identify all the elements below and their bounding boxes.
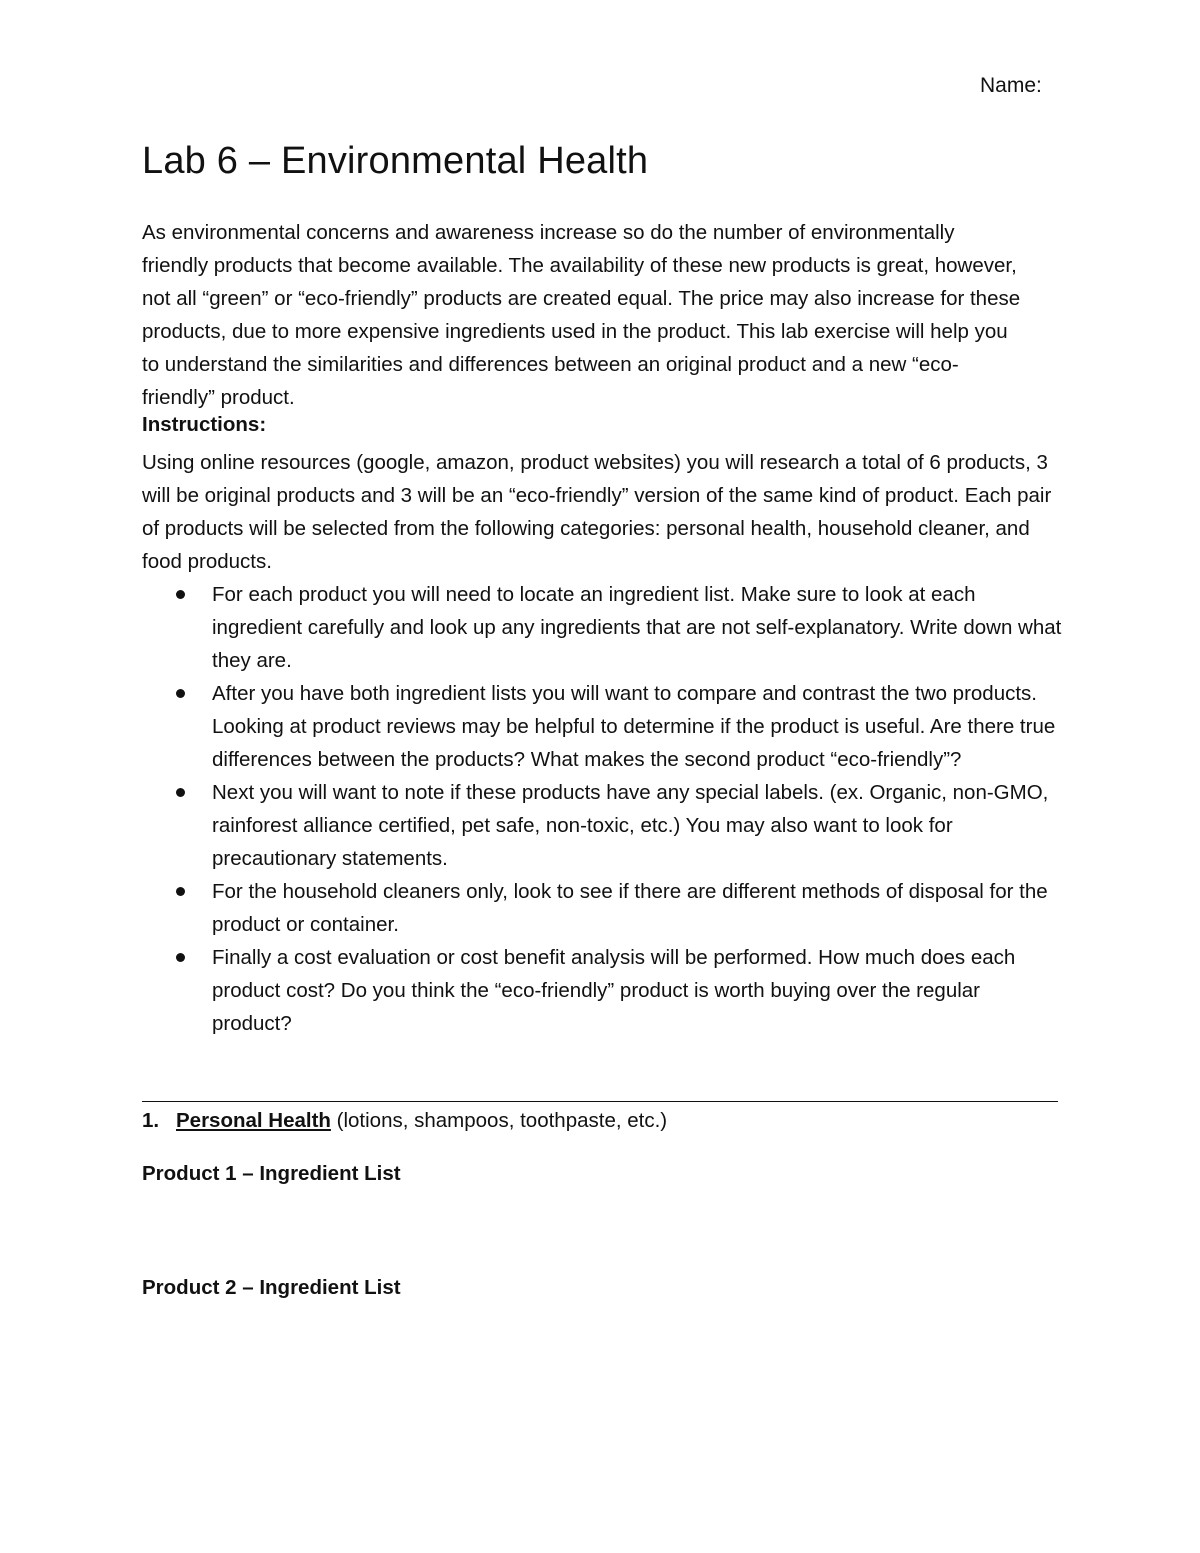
bullet-text: After you have both ingredient lists you will want to compare and contrast the two products. Looking at product reviews may be helpful to determine if the product is useful. Are there true differences between the products? What makes the second product “eco-friendly”? (212, 682, 1056, 771)
bullet-text: For the household cleaners only, look to see if there are different methods of disposal for the product or container. (212, 880, 1048, 936)
section-title: Personal Health (176, 1109, 331, 1132)
list-item (142, 677, 1062, 776)
instructions-bullet-list (142, 578, 1062, 1040)
page-title: Lab 6 – Environmental Health (142, 140, 649, 182)
bullet-text: For each product you will need to locate an ingredient list. Make sure to look at each ingredient carefully and look up any ingredients that are not self-explanatory. Write down what they are. (212, 583, 1062, 672)
list-item (142, 941, 1062, 1040)
section-number: 1. (142, 1109, 160, 1132)
section-subtitle: (lotions, shampoos, toothpaste, etc.) (330, 1109, 668, 1132)
name-label: Name: (980, 74, 1042, 97)
bullet-icon (176, 887, 185, 896)
section-divider (142, 1101, 1058, 1102)
list-item (142, 776, 1062, 875)
bullet-icon (176, 590, 185, 599)
section-personal-health (142, 1104, 667, 1137)
intro-paragraph: As environmental concerns and awareness increase so do the number of environmentally friendly products that become available. The availability of these new products is great, however, not all “green” or “eco-friendly” products are created equal. The price may also increase for these products, due to more expensive ingredients used in the product. This lab exercise will help you to understand the similarities and differences between an original product and a new “eco-friendly” product. (142, 221, 1021, 409)
bullet-text: Finally a cost evaluation or cost benefit analysis will be performed. How much does each product cost? Do you think the “eco-friendly” product is worth buying over the regular product? (212, 946, 1016, 1035)
product-1-heading: Product 1 – Ingredient List (142, 1162, 401, 1185)
bullet-text: Next you will want to note if these products have any special labels. (ex. Organic, non-GMO, rainforest alliance certified, pet safe, non-toxic, etc.) You may also want to look for precautionary statements. (212, 781, 1049, 870)
instructions-heading: Instructions: (142, 413, 267, 436)
bullet-icon (176, 953, 185, 962)
list-item (142, 578, 1062, 677)
instructions-body: Using online resources (google, amazon, product websites) you will research a total of 6 products, 3 will be original products and 3 will be an “eco-friendly” version of the same kind of product. Each pair of products will be selected from the following categories: personal health, household cleaner, and food products. (142, 451, 1052, 573)
bullet-icon (176, 788, 185, 797)
list-item (142, 875, 1062, 941)
bullet-icon (176, 689, 185, 698)
product-2-heading: Product 2 – Ingredient List (142, 1276, 401, 1299)
